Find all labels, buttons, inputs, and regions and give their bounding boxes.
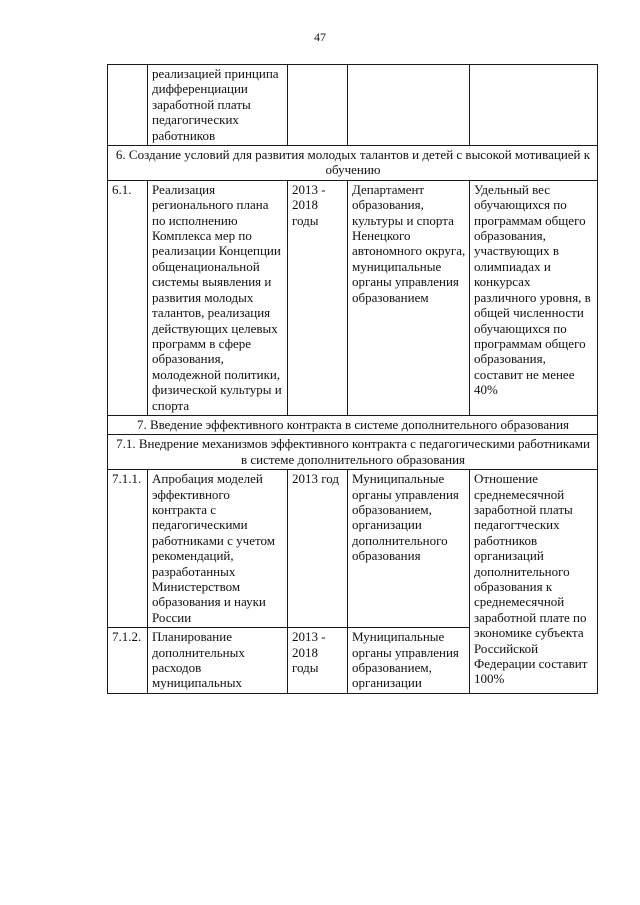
section-row <box>108 146 598 181</box>
executor-cell: Муниципальные органы управления образованием, организации дополнительного образования <box>348 470 470 628</box>
result-cell <box>470 65 598 146</box>
page-number: 47 <box>314 30 326 44</box>
period-cell: 2013 - 2018 годы <box>288 180 348 415</box>
period-cell: 2013 год <box>288 470 348 628</box>
result-cell: Отношение среднемесячной заработной платы педагогтческих работников организаций дополнительного образования к среднемесячной заработной плате по экономике субъекта Российской Федерации составит 100% <box>470 470 598 694</box>
section-row <box>108 415 598 434</box>
section-row <box>108 435 598 470</box>
executor-cell: Муниципальные органы управления образованием, организации <box>348 628 470 694</box>
section-heading-7: 7. Введение эффективного контракта в системе дополнительного образования <box>108 415 598 434</box>
table-row <box>108 470 598 628</box>
row-number: 7.1.1. <box>108 470 148 628</box>
activity-cell: Реализация регионального плана по исполнению Комплекса мер по реализации Концепции общенациональной системы выявления и развития молодых талантов, реализация действующих целевых программ в сфере образования, молодежной политики, физической культуры и спорта <box>148 180 288 415</box>
subsection-heading-7-1: 7.1. Внедрение механизмов эффективного контракта с педагогическими работниками в системе дополнительного образования <box>108 435 598 470</box>
table-row <box>108 180 598 415</box>
row-number <box>108 65 148 146</box>
section-heading-6: 6. Создание условий для развития молодых талантов и детей с высокой мотивацией к обучению <box>108 146 598 181</box>
activity-cell: Планирование дополнительных расходов муниципальных <box>148 628 288 694</box>
executor-cell: Департамент образования, культуры и спорта Ненецкого автономного округа, муниципальные органы управления образованием <box>348 180 470 415</box>
period-cell: 2013 - 2018 годы <box>288 628 348 694</box>
row-number: 6.1. <box>108 180 148 415</box>
row-number: 7.1.2. <box>108 628 148 694</box>
activity-cell: Апробация моделей эффективного контракта с педагогическими работниками с учетом рекомендаций, разработанных Министерством образования и науки России <box>148 470 288 628</box>
activity-cell: реализацией принципа дифференциации заработной платы педагогических работников <box>148 65 288 146</box>
measures-table <box>107 64 598 694</box>
result-cell: Удельный вес обучающихся по программам общего образования, участвующих в олимпиадах и конкурсах различного уровня, в общей численности обучающихся по программам общего образования, составит не менее 40% <box>470 180 598 415</box>
executor-cell <box>348 65 470 146</box>
period-cell <box>288 65 348 146</box>
table-row <box>108 65 598 146</box>
